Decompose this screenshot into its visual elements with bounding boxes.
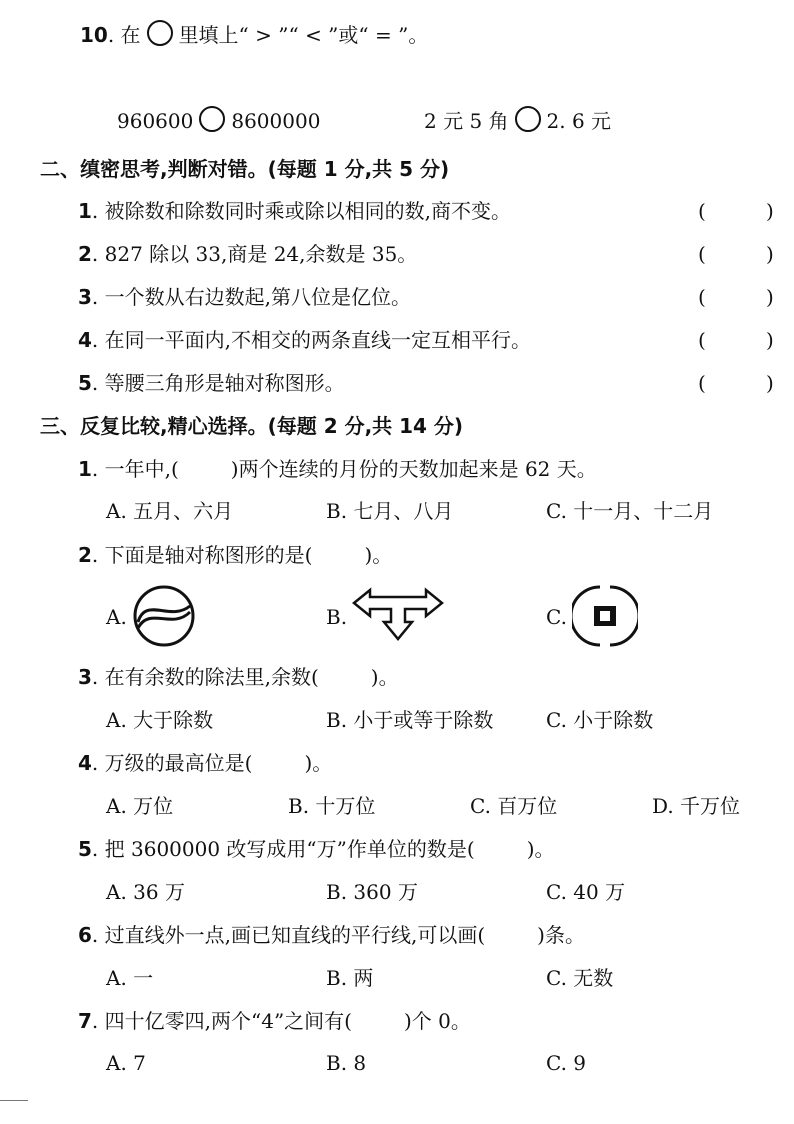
option-c[interactable]: C. 40 万	[546, 880, 626, 904]
choice-question	[78, 542, 392, 568]
item-number: 5	[78, 371, 92, 395]
option-b[interactable]: B. 小于或等于除数	[326, 708, 494, 732]
item-text: . 一个数从右边数起,第八位是亿位。	[91, 285, 411, 309]
question-10	[80, 20, 428, 48]
option-c[interactable]: C. 小于除数	[546, 708, 654, 732]
circle-blank[interactable]	[515, 106, 541, 132]
item-text: . 在同一平面内,不相交的两条直线一定互相平行。	[91, 328, 531, 352]
judge-item	[78, 198, 511, 224]
option-c[interactable]: C. 十一月、十二月	[546, 499, 714, 523]
item-number: 2	[78, 242, 92, 266]
arrows-t-shape-icon	[352, 586, 444, 642]
item-text: . 被除数和除数同时乘或除以相同的数,商不变。	[91, 199, 511, 223]
item-number: 1	[78, 199, 92, 223]
swirl-symbol-icon	[132, 584, 196, 648]
section-title: 三、反复比较,精心选择。(每题 2 分,共 14 分)	[40, 414, 464, 438]
option-c[interactable]: C. 无数	[546, 966, 614, 990]
item-number: 3	[78, 285, 92, 309]
compare-value: 2. 6 元	[546, 109, 612, 133]
question-text: )。	[526, 837, 555, 861]
question-number: 10	[80, 23, 108, 47]
option-d[interactable]: D. 千万位	[652, 794, 741, 818]
circle-blank[interactable]	[199, 106, 225, 132]
option-b[interactable]: B.	[326, 605, 348, 629]
compare-left	[117, 106, 320, 134]
item-number: 4	[78, 328, 92, 352]
option-a[interactable]: A. 7	[106, 1051, 146, 1075]
choice-question	[78, 456, 597, 482]
option-b[interactable]: B. 8	[326, 1051, 367, 1075]
option-c[interactable]: C.	[546, 605, 567, 629]
item-text: . 等腰三角形是轴对称图形。	[91, 371, 345, 395]
option-a[interactable]: A. 36 万	[106, 880, 185, 904]
question-number: 6	[78, 923, 92, 947]
question-text: 里填上“ > ”“ < ”或“ = ”。	[178, 23, 429, 47]
choice-question	[78, 750, 332, 776]
item-text: . 827 除以 33,商是 24,余数是 35。	[91, 242, 418, 266]
judge-item	[78, 370, 345, 396]
question-number: 2	[78, 543, 92, 567]
question-text: )。	[364, 543, 393, 567]
option-b[interactable]: B. 360 万	[326, 880, 418, 904]
question-text: . 万级的最高位是(	[91, 751, 253, 775]
option-a[interactable]: A. 大于除数	[106, 708, 214, 732]
compare-value: 2 元 5 角	[424, 109, 509, 133]
choice-question	[78, 836, 555, 862]
option-a[interactable]: A.	[106, 605, 127, 629]
compare-right	[424, 106, 611, 134]
question-text: . 把 3600000 改写成用“万”作单位的数是(	[91, 837, 475, 861]
question-number: 3	[78, 665, 92, 689]
question-number: 5	[78, 837, 92, 861]
question-text: )条。	[537, 923, 585, 947]
judge-item	[78, 327, 531, 353]
option-c[interactable]: C. 9	[546, 1051, 587, 1075]
choice-question	[78, 664, 399, 690]
question-text: )。	[370, 665, 399, 689]
question-number: 4	[78, 751, 92, 775]
option-b[interactable]: B. 七月、八月	[326, 499, 454, 523]
question-text: . 过直线外一点,画已知直线的平行线,可以画(	[91, 923, 486, 947]
question-text: )。	[304, 751, 333, 775]
question-text: )个 0。	[403, 1009, 471, 1033]
question-text: )两个连续的月份的天数加起来是 62 天。	[230, 457, 597, 481]
option-b[interactable]: B. 两	[326, 966, 374, 990]
circle-blank[interactable]	[147, 20, 173, 46]
judge-item	[78, 284, 411, 310]
compare-value: 960600	[117, 109, 194, 133]
section-title: 二、缜密思考,判断对错。(每题 1 分,共 5 分)	[40, 157, 450, 181]
question-number: 1	[78, 457, 92, 481]
page-edge-mark	[0, 1100, 28, 1101]
choice-question	[78, 1008, 471, 1034]
compare-value: 8600000	[231, 109, 321, 133]
question-text: . 一年中,(	[91, 457, 179, 481]
question-text: . 四十亿零四,两个“4”之间有(	[91, 1009, 352, 1033]
option-c[interactable]: C. 百万位	[470, 794, 558, 818]
choice-question	[78, 922, 585, 948]
judge-item	[78, 241, 417, 267]
option-b[interactable]: B. 十万位	[288, 794, 376, 818]
question-number: 7	[78, 1009, 92, 1033]
option-a[interactable]: A. 一	[106, 966, 154, 990]
question-text: . 在	[107, 23, 141, 47]
coin-symbol-icon	[572, 584, 638, 648]
question-text: . 下面是轴对称图形的是(	[91, 543, 313, 567]
option-a[interactable]: A. 万位	[106, 794, 174, 818]
question-text: . 在有余数的除法里,余数(	[91, 665, 319, 689]
option-a[interactable]: A. 五月、六月	[106, 499, 234, 523]
